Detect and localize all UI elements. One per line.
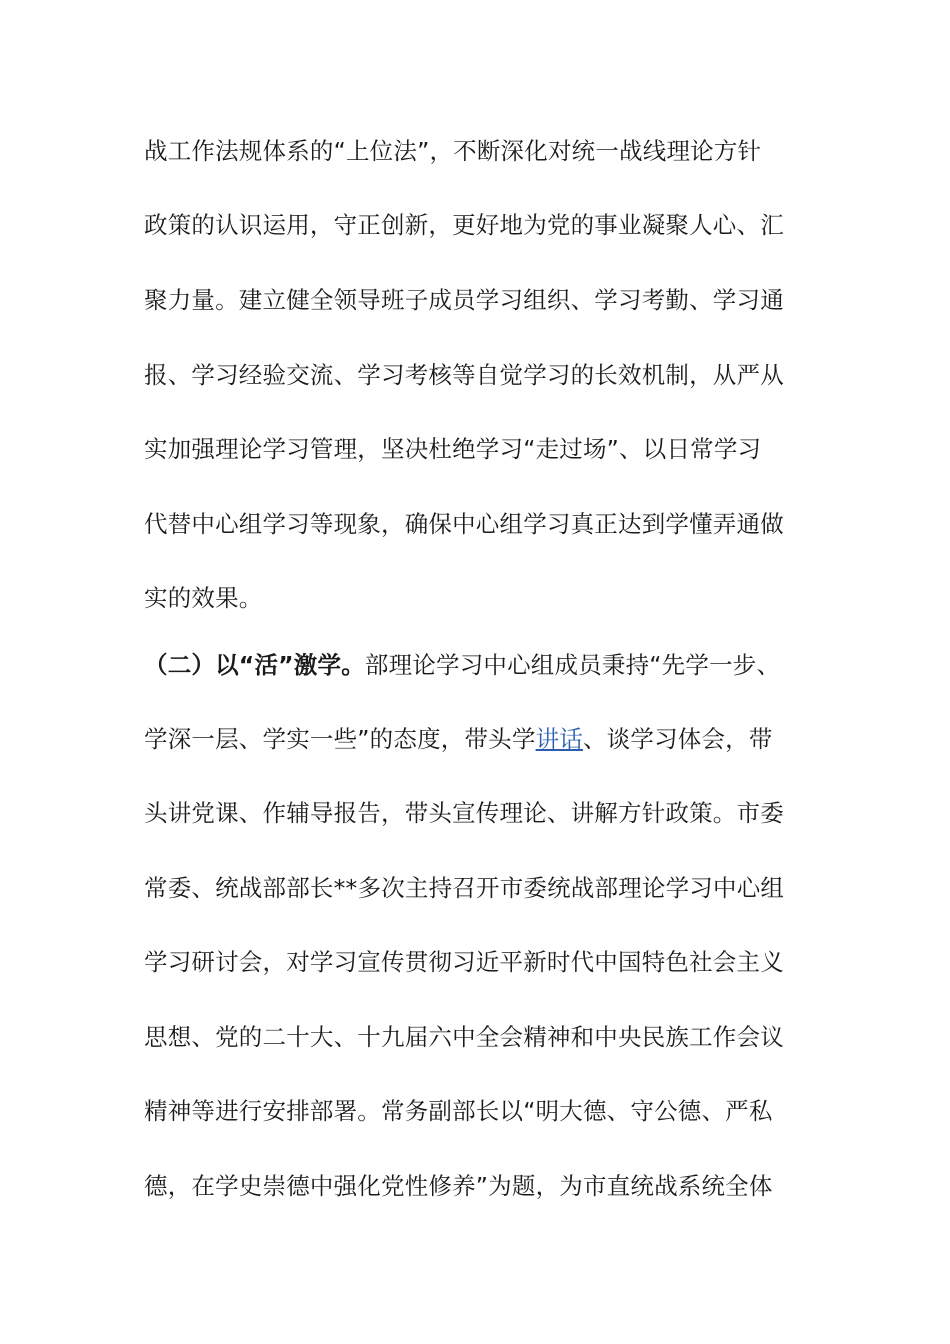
paragraph-line: 德，在学史崇德中强化党性修养”为题，为市直统战系统全体 (144, 1172, 773, 1200)
paragraph-line: 学习研讨会，对学习宣传贯彻习近平新时代中国特色社会主义 (144, 948, 784, 976)
paragraph-line: 战工作法规体系的“上位法”，不断深化对统一战线理论方针 (144, 137, 762, 165)
paragraph-line: 政策的认识运用，守正创新，更好地为党的事业凝聚人心、汇 (144, 211, 784, 239)
paragraph-line: 思想、党的二十大、十九届六中全会精神和中央民族工作会议 (144, 1023, 784, 1051)
section-heading: （二）以“活”激学。 (144, 651, 365, 679)
paragraph-line: 头讲党课、作辅导报告，带头宣传理论、讲解方针政策。市委 (144, 799, 784, 827)
paragraph-line-with-link (144, 723, 824, 755)
paragraph-line: 报、学习经验交流、学习考核等自觉学习的长效机制，从严从 (144, 361, 784, 389)
paragraph-line: 代替中心组学习等现象，确保中心组学习真正达到学懂弄通做 (144, 510, 784, 538)
paragraph-line: 精神等进行安排部署。常务副部长以“明大德、守公德、严私 (144, 1097, 773, 1125)
paragraph-text: 、谈学习体会，带 (582, 725, 773, 753)
paragraph-line: 常委、统战部部长**多次主持召开市委统战部理论学习中心组 (144, 874, 785, 902)
paragraph-line: 实加强理论学习管理，坚决杜绝学习“走过场”、以日常学习 (144, 435, 762, 463)
paragraph-line: 聚力量。建立健全领导班子成员学习组织、学习考勤、学习通 (144, 286, 784, 314)
paragraph-text: 学深一层、学实一些”的态度，带头学 (144, 725, 536, 753)
paragraph-text: 部理论学习中心组成员秉持“先学一步、 (364, 651, 781, 679)
paragraph-line: 实的效果。 (144, 584, 263, 612)
speech-link[interactable]: 讲话 (535, 725, 583, 753)
section-heading-line (144, 649, 824, 681)
